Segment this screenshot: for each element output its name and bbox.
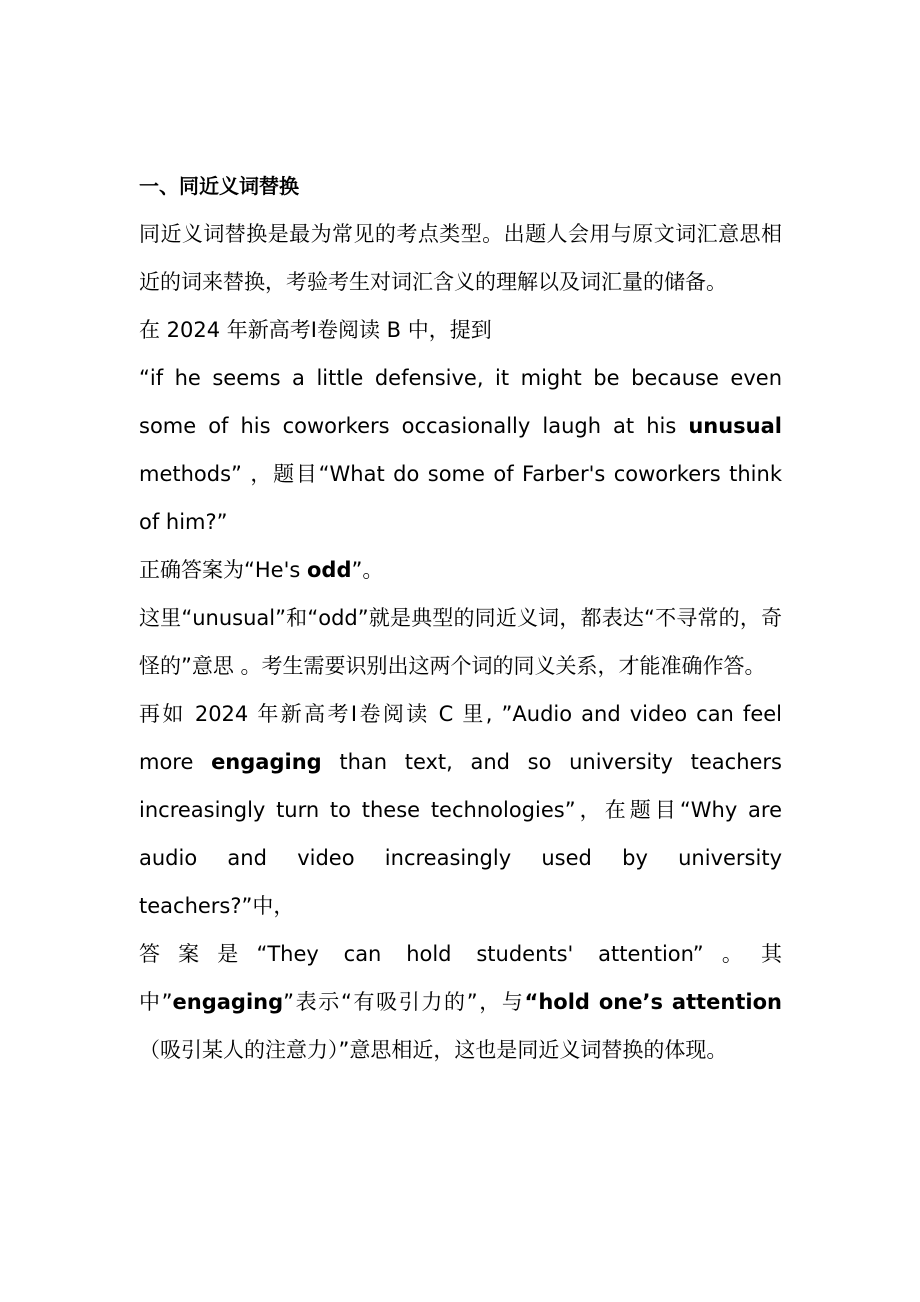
section-heading: 一、同近义词替换 <box>139 174 299 198</box>
keyword-engaging: engaging <box>211 750 322 774</box>
example2-answer-post: （吸引某人的注意力）”意思相近，这也是同近义词替换的体现。 <box>139 1038 728 1062</box>
example2-text <box>139 690 782 930</box>
example1-lead: 在 2024 年新高考Ⅰ卷阅读 B 中，提到 <box>139 318 492 342</box>
example1-quote-open: “if he seems a little defensive, it might be because even some of his coworkers occasionally laugh at his <box>139 366 782 438</box>
example2-answer <box>139 930 782 1074</box>
example1-answer-post: ”。 <box>351 558 384 582</box>
example1-answer-pre: 正确答案为“He's <box>139 558 307 582</box>
keyword-odd: odd <box>306 558 352 582</box>
keyword-unusual: unusual <box>688 414 782 438</box>
example2-text-post: than text, and so university teachers increasingly turn to these technologies”，在题目“Why are audio and video increasingly used by university teachers?”中， <box>139 750 783 918</box>
example2-answer-pre: 答案是“They can hold students' attention”。其中” <box>139 942 782 1014</box>
document-page <box>139 162 782 1074</box>
keyword-engaging-answer: engaging <box>172 990 284 1014</box>
example1-quote-close: methods” ，题目“What do some of Farber's coworkers think of him?” <box>139 462 782 534</box>
keyword-hold-attention: “hold one’s attention <box>524 990 782 1014</box>
example2-answer-mid: ”表示“有吸引力的”，与 <box>283 990 525 1014</box>
example1-quote <box>139 354 782 546</box>
example2-text-pre: 再如 2024 年新高考Ⅰ卷阅读 C 里, ”Audio and video can feel more <box>139 702 782 774</box>
example1-explanation: 这里“unusual”和“odd”就是典型的同近义词，都表达“不寻常的，奇怪的”意思 。考生需要识别出这两个词的同义关系，才能准确作答。 <box>139 606 782 678</box>
intro-paragraph: 同近义词替换是最为常见的考点类型。出题人会用与原文词汇意思相近的词来替换，考验考生对词汇含义的理解以及词汇量的储备。 <box>139 222 782 294</box>
example1-answer <box>139 546 782 594</box>
